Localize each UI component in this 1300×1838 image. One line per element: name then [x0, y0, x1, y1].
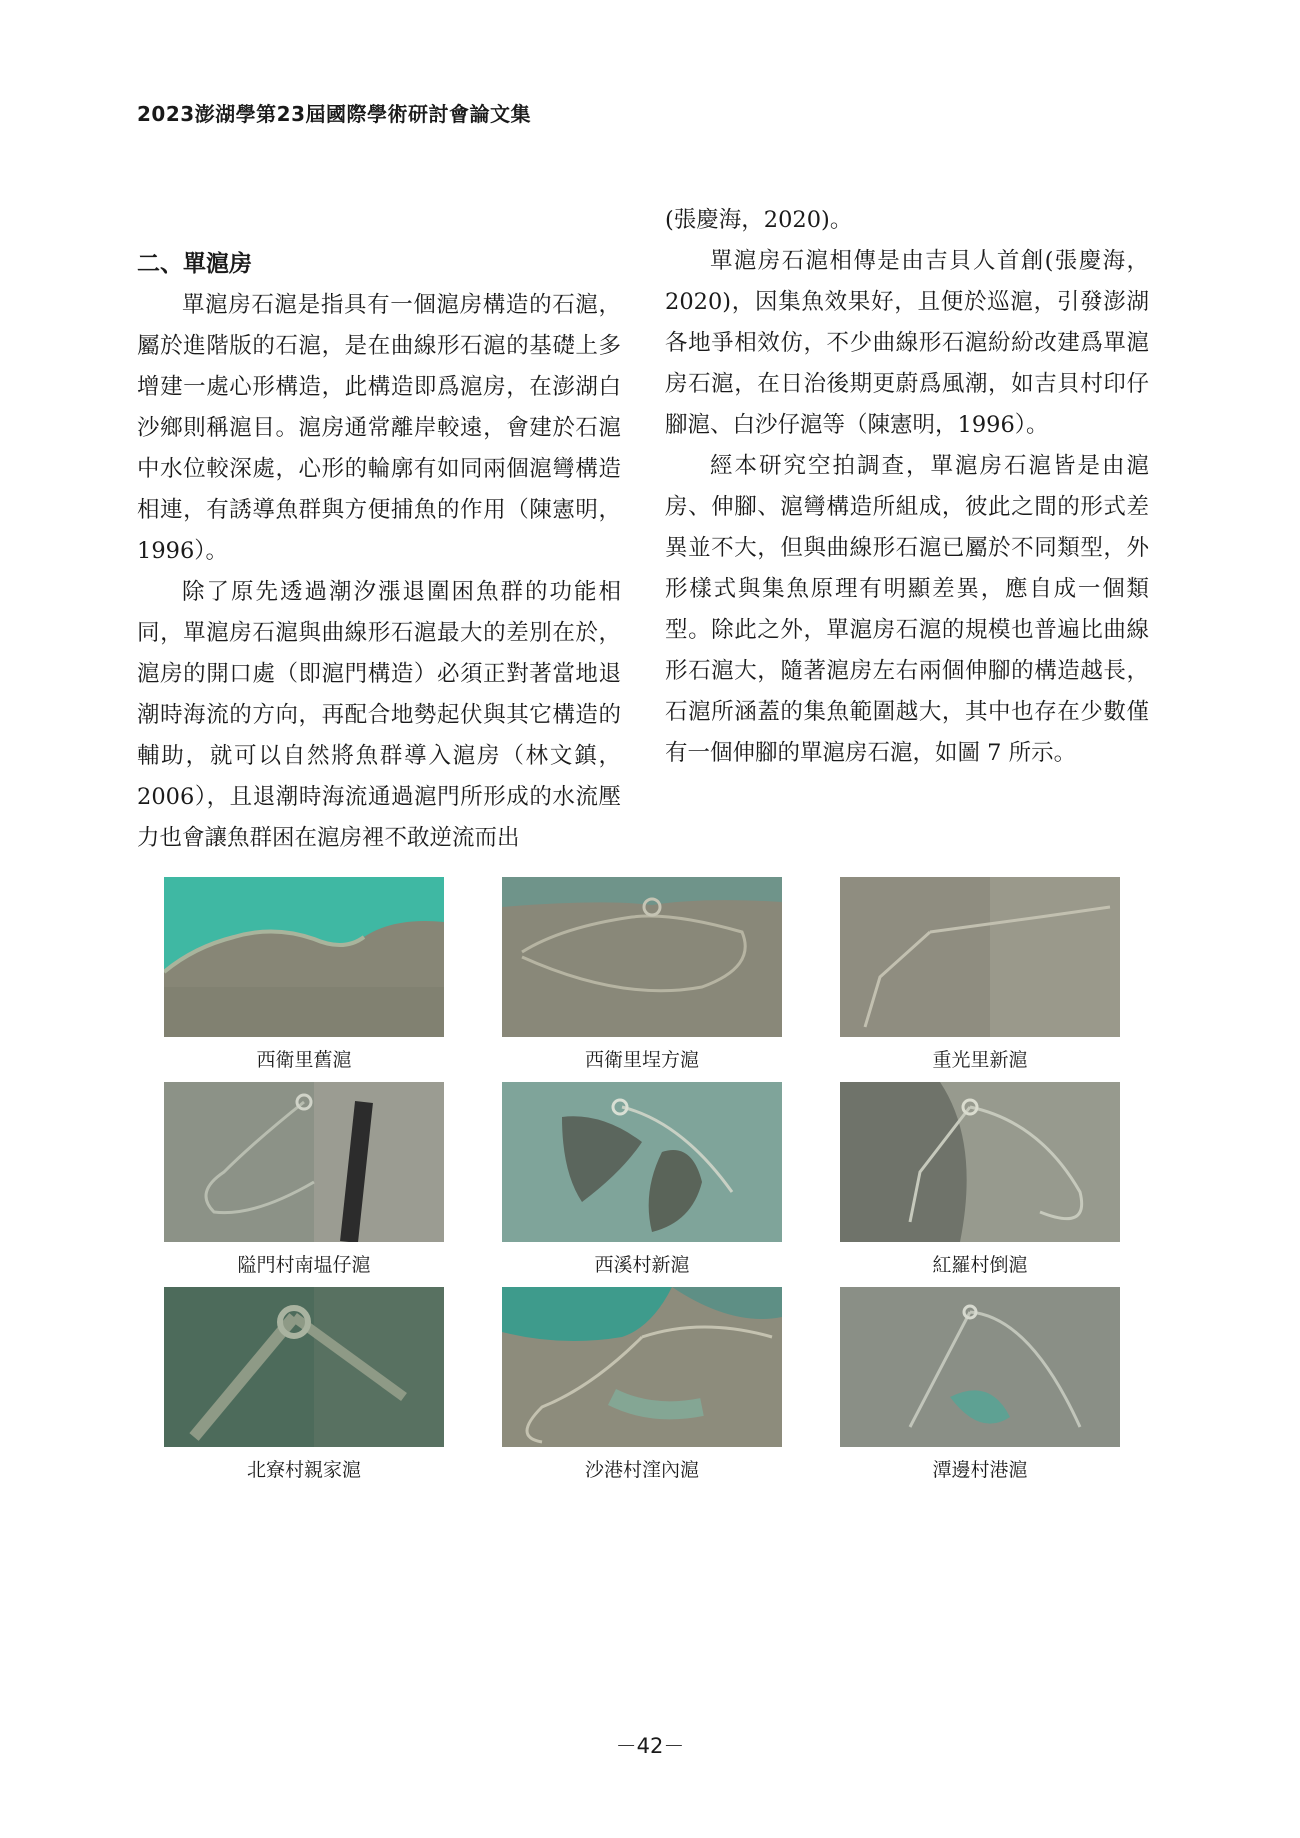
- section-heading: 二、單滬房: [137, 251, 252, 277]
- photo-cell-9: [840, 1287, 1120, 1492]
- photo-caption-2: 西衛里埕方滬: [584, 1049, 699, 1071]
- photo-caption-9: 潭邊村港滬: [932, 1459, 1028, 1481]
- photo-caption-8: 沙港村漥內滬: [584, 1459, 699, 1481]
- photo-cell-8: [502, 1287, 782, 1492]
- running-header-title: 2023澎湖學第23屆國際學術研討會論文集: [137, 102, 531, 126]
- left-paragraph-2: 除了原先透過潮汐漲退圍困魚群的功能相同，單滬房石滬與曲線形石滬最大的差別在於，滬房的開口處（即滬門構造）必須正對著當地退潮時海流的方向，再配合地勢起伏與其它構造的輔助，就可以自然將魚群導入滬房（林文鎮，2006），且退潮時海流通過滬門所形成的水流壓力也會讓魚群困在滬房裡不敢逆流而出: [137, 579, 621, 851]
- photo-caption-1: 西衛里舊滬: [256, 1049, 352, 1071]
- aerial-photo-5: [502, 1082, 782, 1242]
- page-number: －42－: [615, 1734, 685, 1758]
- right-paragraph-1: 單滬房石滬相傳是由吉貝人首創(張慶海，2020)，因集魚效果好，且便於巡滬，引發澎湖各地爭相效仿，不少曲線形石滬紛紛改建爲單滬房石滬，在日治後期更蔚爲風潮，如吉貝村印仔腳滬、白沙仔滬等（陳憲明，1996）。: [665, 248, 1149, 438]
- aerial-photo-3: [840, 877, 1120, 1037]
- photo-caption-6: 紅羅村倒滬: [932, 1254, 1028, 1276]
- left-paragraph-1: 單滬房石滬是指具有一個滬房構造的石滬，屬於進階版的石滬，是在曲線形石滬的基礎上多增建一處心形構造，此構造即爲滬房，在澎湖白沙鄉則稱滬目。滬房通常離岸較遠，會建於石滬中水位較深處，心形的輪廓有如同兩個滬彎構造相連，有誘導魚群與方便捕魚的作用（陳憲明，1996）。: [137, 292, 621, 564]
- aerial-photo-4: [164, 1082, 444, 1242]
- figure-photo-grid: [164, 877, 1120, 1492]
- photo-caption-5: 西溪村新滬: [594, 1254, 690, 1276]
- photo-caption-7: 北寮村親家滬: [246, 1459, 361, 1481]
- aerial-photo-6: [840, 1082, 1120, 1242]
- aerial-photo-7: [164, 1287, 444, 1447]
- photo-cell-4: [164, 1082, 444, 1287]
- right-continuation: (張慶海，2020)。: [665, 207, 853, 233]
- right-column: [665, 200, 1149, 774]
- photo-cell-3: [840, 877, 1120, 1082]
- photo-cell-2: [502, 877, 782, 1082]
- photo-cell-5: [502, 1082, 782, 1287]
- photo-cell-1: [164, 877, 444, 1082]
- photo-caption-4: 隘門村南塭仔滬: [237, 1254, 371, 1276]
- aerial-photo-9: [840, 1287, 1120, 1447]
- photo-cell-7: [164, 1287, 444, 1492]
- aerial-photo-1: [164, 877, 444, 1037]
- aerial-photo-8: [502, 1287, 782, 1447]
- aerial-photo-2: [502, 877, 782, 1037]
- photo-caption-3: 重光里新滬: [932, 1049, 1028, 1071]
- left-column: [137, 244, 621, 859]
- right-paragraph-2: 經本研究空拍調查，單滬房石滬皆是由滬房、伸腳、滬彎構造所組成，彼此之間的形式差異並不大，但與曲線形石滬已屬於不同類型，外形樣式與集魚原理有明顯差異，應自成一個類型。除此之外，單滬房石滬的規模也普遍比曲線形石滬大，隨著滬房左右兩個伸腳的構造越長，石滬所涵蓋的集魚範圍越大，其中也存在少數僅有一個伸腳的單滬房石滬，如圖 7 所示。: [665, 453, 1149, 766]
- photo-cell-6: [840, 1082, 1120, 1287]
